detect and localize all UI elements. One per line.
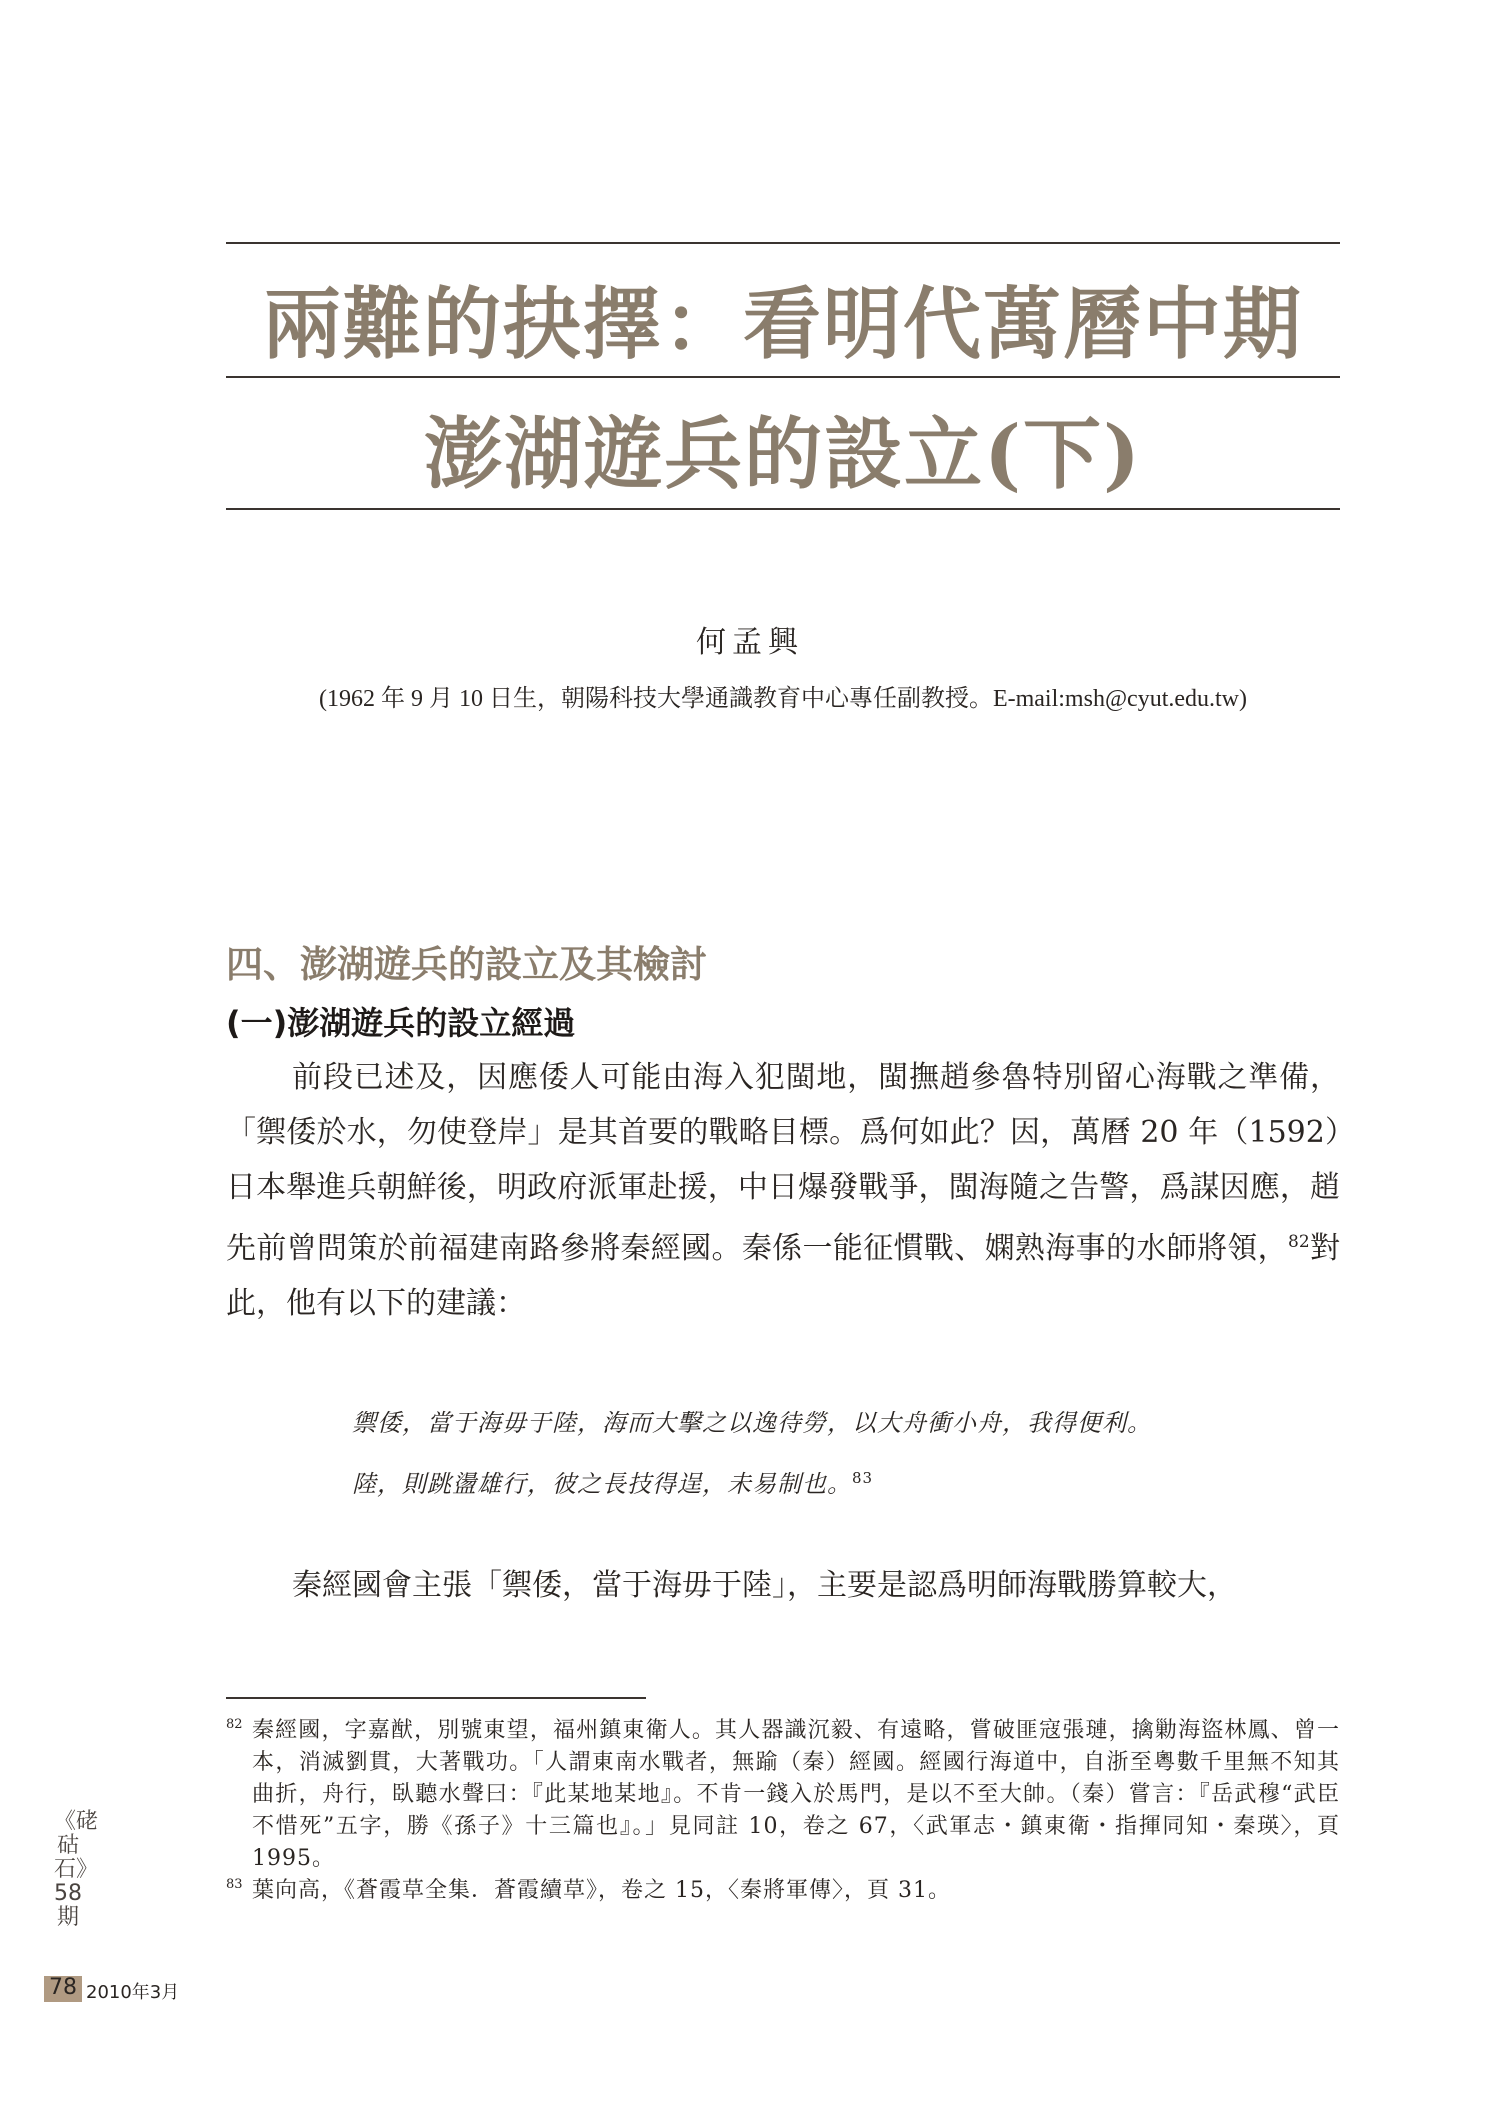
footnotes xyxy=(226,1715,1340,1907)
footnote-ref-83[interactable]: 83 xyxy=(852,1469,874,1487)
footnote-separator xyxy=(226,1697,646,1699)
footnote-text: 秦經國，字嘉猷，別號東望，福州鎮東衛人。其人器識沉毅、有遠略，嘗破匪寇張璉，擒勦海盜林鳳、曾一本，消滅劉貫，大著戰功。「人謂東南水戰者，無踰（秦）經國。經國行海道中，自浙至粵數千里無不知其曲折，舟行，臥聽水聲曰：『此某地某地』。不肯一錢入於馬門，是以不至大帥。（秦）嘗言：『岳武穆“武臣不惜死”五字，勝《孫子》十三篇也』。」見同註 10，卷之 67，〈武軍志・鎮東衛・指揮同知・秦瑛〉，頁 1995。 xyxy=(252,1718,1340,1871)
footnote-number: 83 xyxy=(226,1877,243,1892)
footnote-text: 葉向高，《蒼霞草全集．蒼霞續草》，卷之 15，〈秦將軍傳〉，頁 31。 xyxy=(252,1878,951,1903)
quote-line-1: 禦倭，當于海毋于陸，海而大擊之以逸待勞，以大舟衝小舟，我得便利。 xyxy=(352,1409,1152,1437)
section-heading: 四、澎湖遊兵的設立及其檢討 xyxy=(226,943,707,986)
issue-date: 2010年3月 xyxy=(86,1982,180,2003)
title-top-rule xyxy=(226,242,1340,244)
sub-heading: (一)澎湖遊兵的設立經過 xyxy=(226,1004,576,1042)
body-paragraph-1 xyxy=(226,1050,1340,1331)
footnote-82 xyxy=(226,1715,1340,1875)
quote-line-2: 陸，則跳盪雄行，彼之長技得逞，未易制也。 xyxy=(352,1470,852,1498)
title-line-1: 兩難的抉擇：看明代萬曆中期 xyxy=(262,279,1303,370)
footnote-number: 82 xyxy=(226,1717,243,1732)
quote-line-2-wrap xyxy=(352,1451,1342,1512)
footnote-83 xyxy=(226,1875,1340,1907)
journal-name-vertical: 《硓𥑮石》58期 xyxy=(54,1809,99,1930)
body-paragraph-2: 秦經國會主張「禦倭，當于海毋于陸」，主要是認爲明師海戰勝算較大， xyxy=(292,1568,1237,1603)
body-paragraph-1-tail: 對此，他有以下的建議： xyxy=(226,1231,1340,1321)
author-affiliation: (1962 年 9 月 10 日生，朝陽科技大學通識教育中心專任副教授。E-mail:msh@cyut.edu.tw) xyxy=(318,686,1248,712)
page-number: 78 xyxy=(49,1975,77,2000)
title-bottom-rule xyxy=(226,508,1340,510)
title-middle-rule xyxy=(226,376,1340,378)
title-line-2: 澎湖遊兵的設立(下) xyxy=(424,409,1142,500)
author-name: 何孟興 xyxy=(696,625,804,660)
body-paragraph-1-text: 前段已述及，因應倭人可能由海入犯閩地，閩撫趙參魯特別留心海戰之準備，「禦倭於水，勿使登岸」是其首要的戰略目標。爲何如此？因，萬曆 20 年（1592）日本舉進兵朝鮮後，明政府派軍赴援，中日爆發戰爭，閩海隨之告警，爲謀因應，趙先前曾問策於前福建南路參將秦經國。秦係一能征慣戰、嫻熟海事的水師將領， xyxy=(226,1060,1340,1266)
footnote-ref-82[interactable]: 82 xyxy=(1288,1232,1310,1252)
block-quote xyxy=(352,1396,1342,1512)
